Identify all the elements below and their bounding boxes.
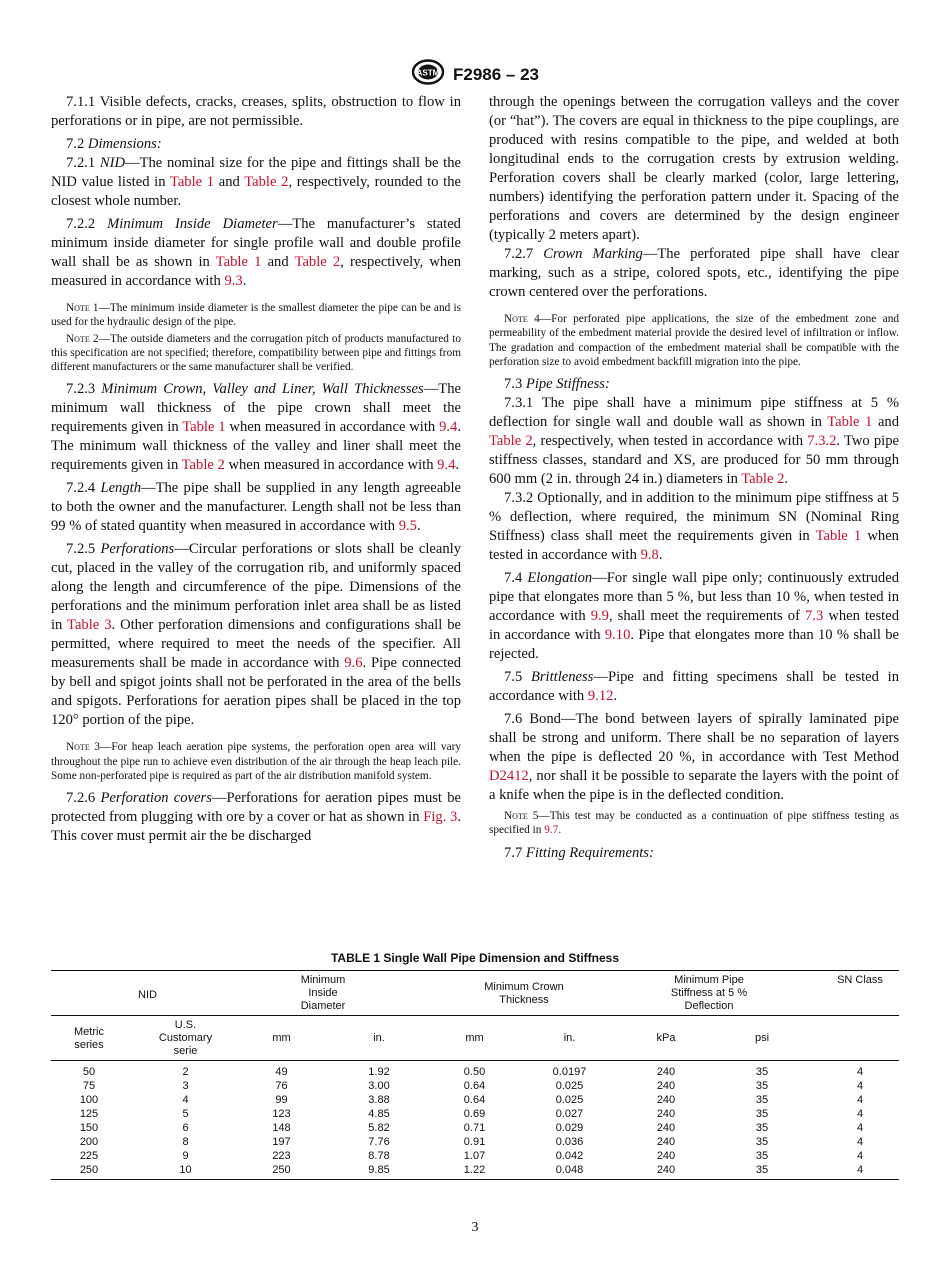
table-cell: 240: [656, 1150, 676, 1162]
table-row: [51, 1061, 899, 1080]
para-7-2-2: 7.2.2 Minimum Inside Diameter—The manufacturer’s stated minimum inside diameter for single profile wall and double profile wall shall be as shown in Table 1 and Table 2, respectively, when measured in accordance with 9.3.: [51, 216, 461, 289]
table-cell: 0.71: [463, 1122, 486, 1134]
link-9-10[interactable]: 9.10: [604, 627, 631, 644]
table-cell: 0.029: [555, 1122, 584, 1134]
table-cell: 240: [656, 1122, 676, 1134]
table-cell: 240: [656, 1066, 676, 1078]
link-table-1[interactable]: Table 1: [827, 414, 873, 431]
table-cell: 0.0197: [552, 1066, 587, 1078]
table-cell: 5.82: [368, 1122, 390, 1134]
link-9-9[interactable]: 9.9: [590, 608, 609, 625]
table-cell: 200: [79, 1136, 99, 1148]
table-cell: 4: [856, 1094, 864, 1106]
section-7-7-heading: 7.7 Fitting Requirements:: [504, 844, 654, 861]
svg-text:ASTM: ASTM: [416, 68, 440, 78]
subheader-us-customary: U.S. Customary serie: [127, 1016, 244, 1061]
header-nid: NID: [51, 971, 244, 1016]
note-1: Note 1—The minimum inside diameter is the smallest diameter the pipe can be and is used for the hydraulic design of the pipe.: [51, 302, 461, 329]
table-cell: 1.92: [368, 1066, 390, 1078]
link-9-8[interactable]: 9.8: [640, 547, 659, 564]
table-cell: 4: [821, 1163, 899, 1180]
table-cell: 240: [656, 1080, 676, 1092]
table-row: [51, 1163, 899, 1180]
link-9-6[interactable]: 9.6: [344, 655, 363, 672]
section-7-3-heading: 7.3 Pipe Stiffness:: [504, 376, 610, 393]
table-cell: 99: [275, 1094, 288, 1106]
table-cell: 35: [755, 1150, 769, 1162]
header-min-pipe-stiffness: Minimum Pipe Stiffness at 5 % Deflection: [629, 971, 821, 1016]
table-cell: 1.07: [463, 1150, 486, 1162]
page-number: 3: [471, 1220, 479, 1235]
table-row: [51, 1093, 899, 1107]
link-table-1[interactable]: Table 1: [815, 528, 862, 545]
table-cell: 4: [856, 1080, 864, 1092]
subheader-kpa: kPa: [629, 1016, 703, 1061]
link-table-1[interactable]: Table 1: [182, 419, 226, 436]
table-cell: 4: [856, 1150, 864, 1162]
table-cell: 35: [755, 1080, 769, 1092]
subheader-in: in.: [510, 1016, 629, 1061]
table-cell: 0.036: [555, 1136, 584, 1148]
table-cell: 3.88: [368, 1094, 390, 1106]
table-cell: 0.64: [463, 1080, 486, 1092]
link-fig-3[interactable]: Fig. 3: [423, 809, 458, 826]
page-header: [0, 58, 950, 91]
table-cell: 0.027: [555, 1108, 584, 1120]
table-cell: 9: [182, 1150, 189, 1162]
link-d2412[interactable]: D2412: [489, 768, 529, 785]
table-cell: 5: [182, 1108, 189, 1120]
table-cell: 0.025: [555, 1094, 584, 1106]
table-cell: 0.042: [555, 1150, 584, 1162]
subheader-psi: psi: [703, 1016, 821, 1061]
note-3: Note 3—For heap leach aeration pipe systems, the perforation open area will vary throughout the pipe run to achieve even distribution of the air through the heap leach pile. Some non-perforated pipe is required as part of the air distribution manifold system.: [51, 741, 461, 783]
table-cell: 240: [629, 1163, 703, 1180]
section-7-2-heading: 7.2 Dimensions:: [66, 136, 162, 152]
table-cell: 4: [856, 1108, 864, 1120]
table-cell: 35: [755, 1122, 769, 1134]
link-table-2[interactable]: Table 2: [741, 471, 785, 488]
table-cell: 100: [79, 1094, 99, 1106]
table-cell: 250: [244, 1163, 319, 1180]
table-cell: 4.85: [368, 1108, 390, 1120]
link-9-7[interactable]: 9.7: [544, 824, 559, 837]
table-cell: 123: [272, 1108, 291, 1120]
table-cell: 10: [127, 1163, 244, 1180]
table-cell: 35: [755, 1136, 769, 1148]
para-7-6: 7.6 Bond—The bond between layers of spirally laminated pipe shall be strong and uniform. There shall be no separation of layers when the pipe is deflected 20 %, in accordance with Test Method D2412, nor shall it be possible to separate the layers with the point of a knife when the pipe is in the deflected condition.: [489, 711, 899, 804]
para-7-2-7: 7.2.7 Crown Marking—The perforated pipe shall have clear marking, such as a stripe, colored spots, etc., identifying the pipe crown centered over the perforations.: [489, 246, 899, 300]
table-cell: 0.64: [463, 1094, 486, 1106]
right-column: [489, 93, 899, 863]
table-cell: 240: [656, 1136, 676, 1148]
table-cell: 76: [275, 1080, 288, 1092]
header-min-crown-thickness: Minimum Crown Thickness: [439, 971, 629, 1016]
table-cell: 0.025: [555, 1080, 584, 1092]
link-9-3[interactable]: 9.3: [224, 273, 243, 289]
subheader-mm: mm: [244, 1016, 319, 1061]
table-1: [51, 970, 899, 1180]
table-cell: 35: [755, 1108, 769, 1120]
subheader-metric-series: Metric series: [51, 1016, 127, 1061]
header-min-inside-diameter: Minimum Inside Diameter: [244, 971, 439, 1016]
link-9-12[interactable]: 9.12: [587, 688, 614, 705]
para-7-2-3: 7.2.3 Minimum Crown, Valley and Liner, Wall Thicknesses—The minimum wall thickness of the pipe crown shall meet the requirements given in Table 1 when measured in accordance with 9.4. The minimum wall thickness of the valley and liner shall meet the requirements given in Table 2 when measured in accordance with 9.4.: [51, 381, 461, 474]
para-7-2-1: 7.2.1 NID—The nominal size for the pipe and fittings shall be the NID value listed in Table 1 and Table 2, respectively, rounded to the closest whole number.: [51, 155, 461, 209]
table-cell: 3.00: [368, 1080, 390, 1092]
para-7-2-6: 7.2.6 Perforation covers—Perforations for aeration pipes must be protected from plugging with ore by a cover or hat as shown in Fig. 3. This cover must permit air the be discharged: [51, 790, 461, 845]
para-7-1-1: 7.1.1 Visible defects, cracks, creases, splits, obstruction to flow in perforations or in pipe, are not permissible.: [51, 94, 461, 129]
table-cell: 35: [755, 1066, 769, 1078]
link-table-1[interactable]: Table 1: [215, 254, 262, 270]
table-cell: 250: [51, 1163, 127, 1180]
left-column: [51, 93, 461, 846]
para-7-2-6-continued: through the openings between the corrugation valleys and the cover (or “hat”). The covers are equal in thickness to the pipe couplings, are produced with resins compatible to the pipe, and welded at both longitudinal ends to the corrugation crests by extrusion welding. Perforation covers shall be clearly marked (color, large lettering, numbers) identifying the perforation pattern under it. Spacing of the perforations and covers are determined by the design engineer (typically 2 meters apart).: [489, 94, 899, 243]
table-cell: 35: [703, 1163, 821, 1180]
para-7-2-5: 7.2.5 Perforations—Circular perforations or slots shall be cleanly cut, placed in the valley of the corrugation rib, and uniformly spaced along the length and circumference of the pipe. Dimensions of the perforations and the minimum perforation inlet area shall be as listed in Table 3. Other perforation dimensions and configurations shall be permitted, where required to meet the needs of the specifier. All measurements shall be made in accordance with 9.6. Pipe connected by bell and spigot joints shall not be perforated in the area of the bells and spigots. Perforations for aeration pipes shall be placed in the top 120° portion of the pipe.: [51, 541, 461, 729]
link-table-2[interactable]: Table 2: [489, 433, 533, 450]
para-7-4: 7.4 Elongation—For single wall pipe only; continuously extruded pipe that elongates more than 5 %, but less than 10 %, when tested in accordance with 9.9, shall meet the requirements of 7.3 when tested in accordance with 9.10. Pipe that elongates more than 10 % shall be rejected.: [489, 570, 900, 663]
table-cell: 8: [182, 1136, 189, 1148]
link-table-1[interactable]: Table 1: [169, 174, 215, 190]
table-cell: 0.048: [510, 1163, 629, 1180]
header-sn-class: SN Class: [821, 971, 899, 1016]
table-row: [51, 1149, 899, 1163]
table-cell: 3: [182, 1080, 189, 1092]
table-cell: 148: [272, 1122, 291, 1134]
table-cell: 49: [275, 1066, 288, 1078]
link-7-3-2[interactable]: 7.3.2: [807, 433, 837, 450]
table-cell: 4: [856, 1136, 864, 1148]
para-7-2-4: 7.2.4 Length—The pipe shall be supplied in any length agreeable to both the owner and the manufacturer. Length shall not be less than 99 % of stated quantity when measured in accordance with 9.5.: [51, 480, 462, 535]
table-cell: 223: [272, 1150, 291, 1162]
link-9-5[interactable]: 9.5: [398, 518, 417, 535]
astm-logo-icon: [411, 58, 445, 91]
table-row: [51, 1135, 899, 1149]
table-cell: 240: [656, 1108, 676, 1120]
table-cell: 0.69: [463, 1108, 486, 1120]
table-row: [51, 1121, 899, 1135]
table-cell: 7.76: [368, 1136, 390, 1148]
table-cell: 0.50: [463, 1066, 486, 1078]
link-9-4[interactable]: 9.4: [437, 457, 456, 474]
document-id: F2986 – 23: [452, 64, 539, 84]
table-cell: 0.91: [463, 1136, 486, 1148]
table-cell: 8.78: [368, 1150, 390, 1162]
table-1-title: TABLE 1 Single Wall Pipe Dimension and Stiffness: [330, 951, 620, 965]
table-cell: 9.85: [319, 1163, 439, 1180]
table-cell: 150: [79, 1122, 99, 1134]
table-cell: 75: [82, 1080, 96, 1092]
table-cell: 4: [856, 1122, 864, 1134]
table-cell: 197: [272, 1136, 291, 1148]
link-table-2[interactable]: Table 2: [244, 174, 289, 190]
table-cell: 2: [182, 1066, 189, 1078]
table-cell: 50: [82, 1066, 96, 1078]
table-cell: 225: [79, 1150, 99, 1162]
table-cell: 4: [182, 1094, 189, 1106]
link-table-3[interactable]: Table 3: [67, 617, 112, 634]
table-1-body: [51, 1061, 899, 1180]
table-cell: 4: [856, 1066, 864, 1078]
subheader-sn-blank: [821, 1016, 899, 1061]
subheader-in: in.: [319, 1016, 439, 1061]
link-table-2[interactable]: Table 2: [294, 254, 341, 270]
link-7-3[interactable]: 7.3: [805, 608, 824, 625]
note-2: Note 2—The outside diameters and the corrugation pitch of products manufactured to this specification are not specified; therefore, compatibility between pipe and fittings from different manufacturers or the same manufacturer shall be verified.: [51, 332, 461, 374]
table-cell: 240: [656, 1094, 676, 1106]
note-5: Note 5—This test may be conducted as a continuation of pipe stiffness testing as specified in 9.7.: [489, 810, 900, 837]
para-7-5: 7.5 Brittleness—Pipe and fitting specimens shall be tested in accordance with 9.12.: [489, 669, 899, 705]
para-7-3-2: 7.3.2 Optionally, and in addition to the minimum pipe stiffness at 5 % deflection, where required, the minimum SN (Nominal Ring Stiffness) class shall meet the requirements given in Table 1 when tested in accordance with 9.8.: [489, 490, 899, 564]
subheader-mm: mm: [439, 1016, 510, 1061]
note-4: Note 4—For perforated pipe applications, the size of the embedment zone and permeability of the embedment material provide the desired level of infiltration or inflow. The gradation and compaction of the embedment material shall be compatible with the perforation size to avoid embedment backfill migration into the pipe.: [489, 313, 899, 368]
table-cell: 125: [79, 1108, 99, 1120]
table-cell: 1.22: [439, 1163, 510, 1180]
table-cell: 6: [182, 1122, 189, 1134]
para-7-3-1: 7.3.1 The pipe shall have a minimum pipe stiffness at 5 % deflection for single wall and double wall as shown in Table 1 and Table 2, respectively, when tested in accordance with 7.3.2. Two pipe stiffness classes, standard and XS, are produced for 50 mm through 600 mm (2 in. through 24 in.) diameters in Table 2.: [489, 395, 900, 488]
table-cell: 35: [755, 1094, 769, 1106]
table-row: [51, 1107, 899, 1121]
link-9-4[interactable]: 9.4: [439, 419, 458, 436]
table-row: [51, 1079, 899, 1093]
link-table-2[interactable]: Table 2: [181, 457, 225, 474]
